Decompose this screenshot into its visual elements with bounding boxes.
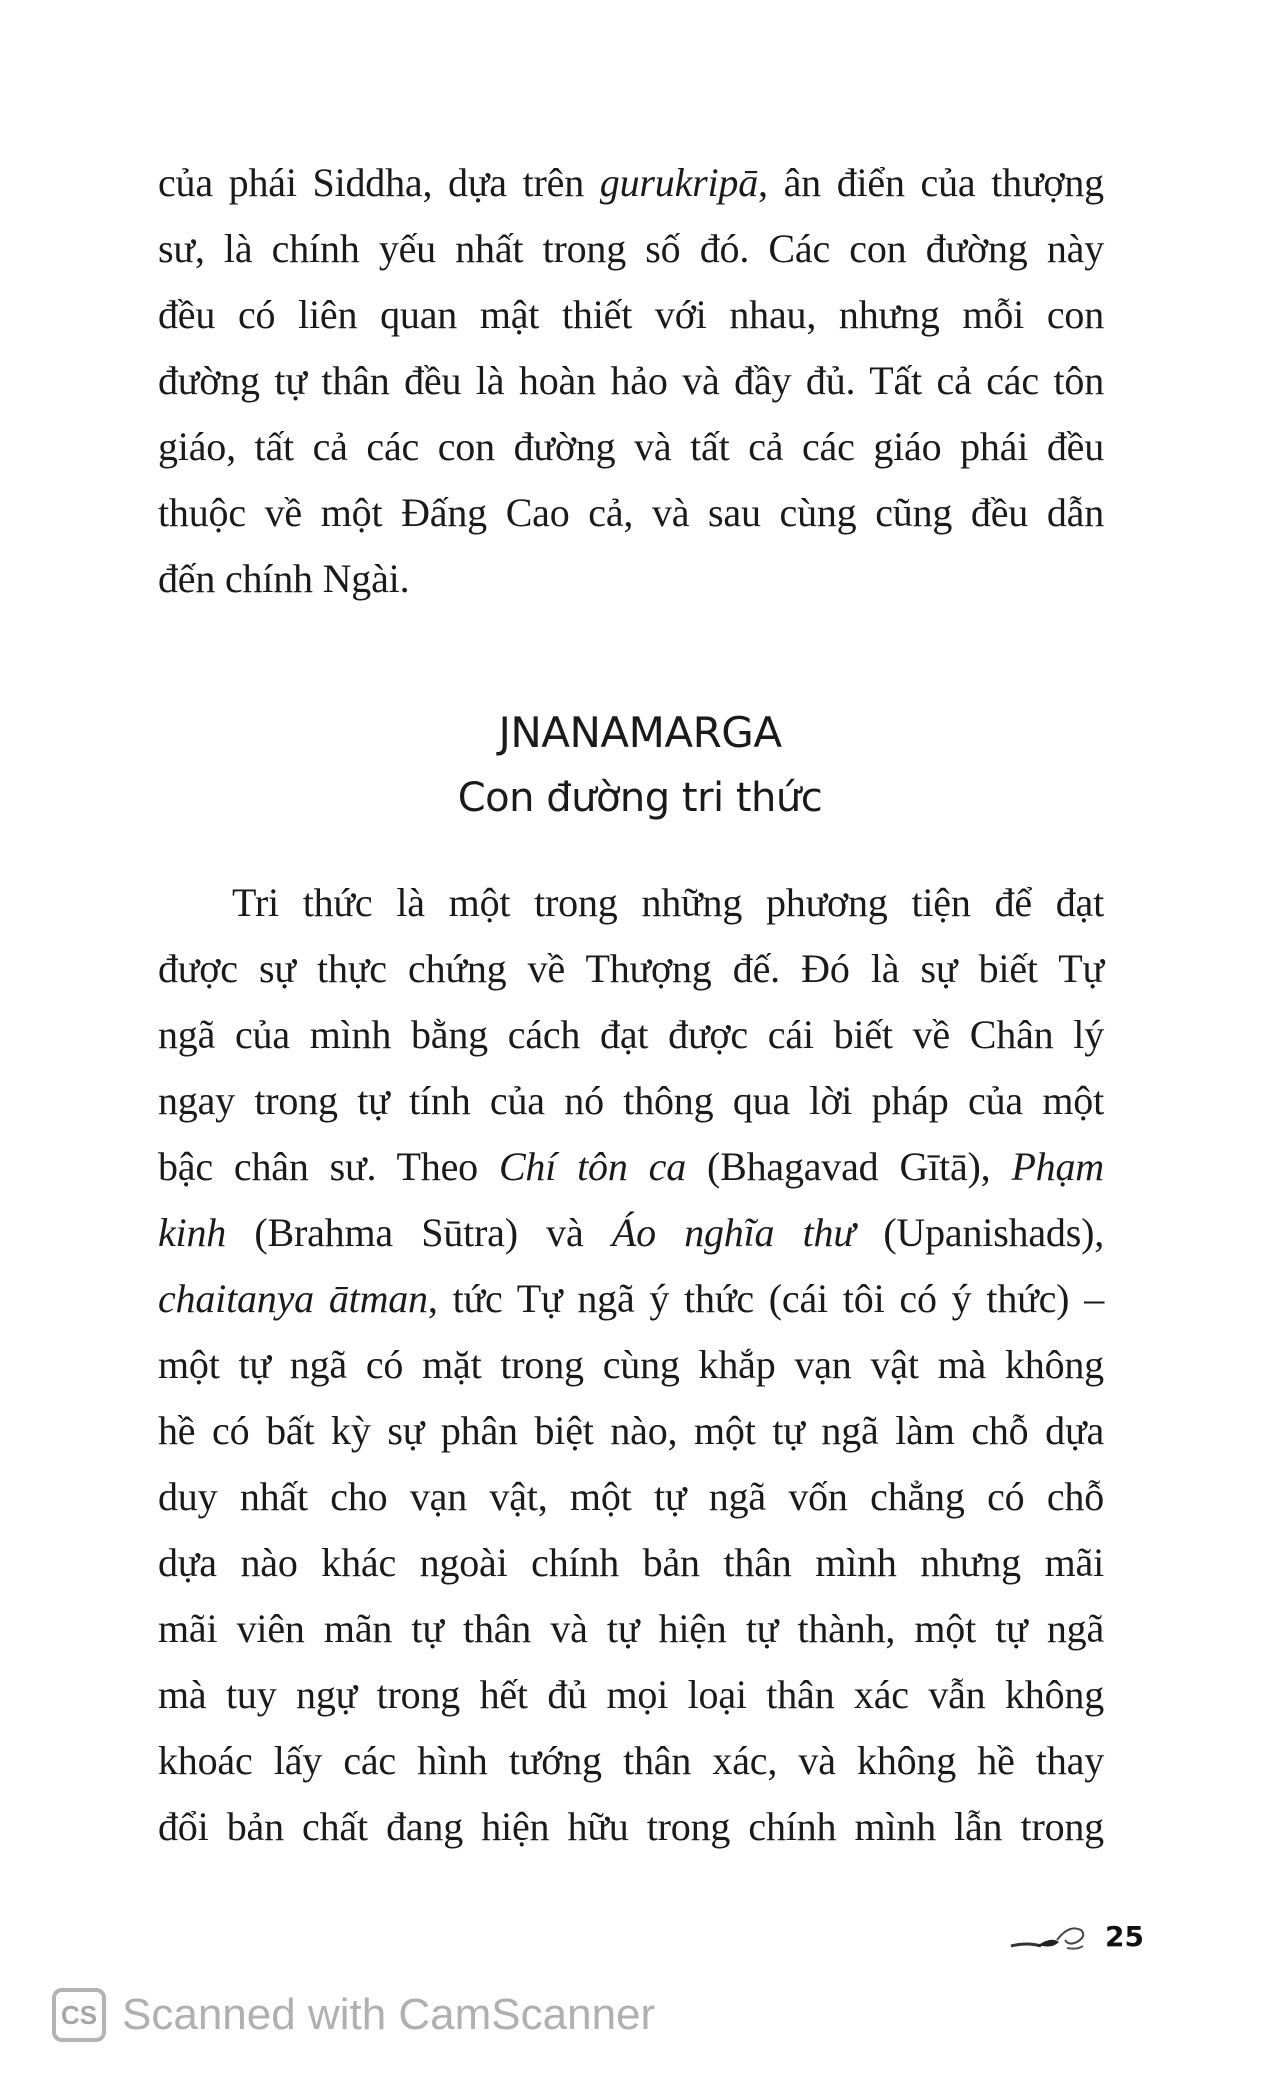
text-segment: mãi viên mãn tự thân và tự hiện tự thành, một tự ngã	[158, 1606, 1104, 1651]
text-line	[158, 1596, 1104, 1662]
section-subtitle: Con đường tri thức	[457, 775, 823, 821]
italic-term: Chí tôn ca	[498, 1144, 686, 1189]
page-number: 25	[1105, 1919, 1144, 1953]
paragraph-1	[158, 150, 1104, 612]
text-line	[158, 1794, 1104, 1860]
text-segment: đến chính Ngài.	[158, 556, 410, 601]
watermark-text: Scanned with CamScanner	[122, 1990, 656, 2039]
text-line	[158, 216, 1104, 282]
text-segment: của phái Siddha, dựa trên	[158, 160, 600, 205]
text-segment: Tri thức là một trong những phương tiện để đạt	[232, 880, 1104, 925]
text-line	[158, 348, 1104, 414]
text-segment: dựa nào khác ngoài chính bản thân mình nhưng mãi	[158, 1540, 1104, 1585]
italic-term: chaitanya ātman	[158, 1276, 428, 1321]
text-segment: sư, là chính yếu nhất trong số đó. Các con đường này	[158, 226, 1104, 271]
italic-term: Áo nghĩa thư	[611, 1210, 855, 1255]
text-line	[158, 1464, 1104, 1530]
text-segment: mà tuy ngự trong hết đủ mọi loại thân xác vẫn không	[158, 1672, 1104, 1717]
text-line	[158, 936, 1104, 1002]
text-line	[158, 1398, 1104, 1464]
italic-term: gurukripā	[599, 160, 758, 205]
paragraph-2	[158, 870, 1104, 1860]
text-line	[158, 1266, 1104, 1332]
text-segment: đường tự thân đều là hoàn hảo và đầy đủ. Tất cả các tôn	[158, 358, 1104, 403]
text-line	[158, 1530, 1104, 1596]
text-line	[158, 282, 1104, 348]
camscanner-logo-icon: CS	[52, 1988, 106, 2042]
text-line	[158, 546, 1104, 612]
text-line	[158, 1200, 1104, 1266]
text-segment: (Brahma Sūtra) và	[226, 1210, 612, 1255]
text-segment: khoác lấy các hình tướng thân xác, và không hề thay	[158, 1738, 1104, 1783]
text-line	[158, 1662, 1104, 1728]
section-title: JNANAMARGA	[498, 708, 782, 757]
text-segment: được sự thực chứng về Thượng đế. Đó là sự biết Tự	[158, 946, 1104, 991]
text-line	[158, 870, 1104, 936]
text-line	[158, 1134, 1104, 1200]
camscanner-watermark	[52, 1988, 655, 2042]
text-line	[158, 1002, 1104, 1068]
text-segment: giáo, tất cả các con đường và tất cả các giáo phái đều	[158, 424, 1104, 469]
page-footer	[1007, 1916, 1144, 1956]
text-segment: , tức Tự ngã ý thức (cái tôi có ý thức) –	[427, 1276, 1104, 1321]
text-segment: đều có liên quan mật thiết với nhau, nhưng mỗi con	[158, 292, 1104, 337]
text-segment: ngã của mình bằng cách đạt được cái biết về Chân lý	[158, 1012, 1104, 1057]
text-segment: thuộc về một Đấng Cao cả, và sau cùng cũng đều dẫn	[158, 490, 1104, 535]
text-segment: (Bhagavad Gītā),	[686, 1144, 1012, 1189]
text-line	[158, 150, 1104, 216]
text-segment: ngay trong tự tính của nó thông qua lời pháp của một	[158, 1078, 1104, 1123]
text-segment: , ân điển của thượng	[758, 160, 1104, 205]
flourish-ornament-icon	[1007, 1916, 1097, 1956]
text-line	[158, 1068, 1104, 1134]
text-line	[158, 414, 1104, 480]
text-segment: đổi bản chất đang hiện hữu trong chính mình lẫn trong	[158, 1804, 1104, 1849]
text-segment: một tự ngã có mặt trong cùng khắp vạn vật mà không	[158, 1342, 1104, 1387]
italic-term: kinh	[158, 1210, 227, 1255]
text-segment: (Upanishads),	[854, 1210, 1104, 1255]
italic-term: Phạm	[1011, 1144, 1104, 1189]
text-line	[158, 1728, 1104, 1794]
text-segment: bậc chân sư. Theo	[158, 1144, 499, 1189]
text-line	[158, 480, 1104, 546]
text-line	[158, 1332, 1104, 1398]
text-segment: duy nhất cho vạn vật, một tự ngã vốn chẳng có chỗ	[158, 1474, 1104, 1519]
text-segment: hề có bất kỳ sự phân biệt nào, một tự ngã làm chỗ dựa	[158, 1408, 1104, 1453]
